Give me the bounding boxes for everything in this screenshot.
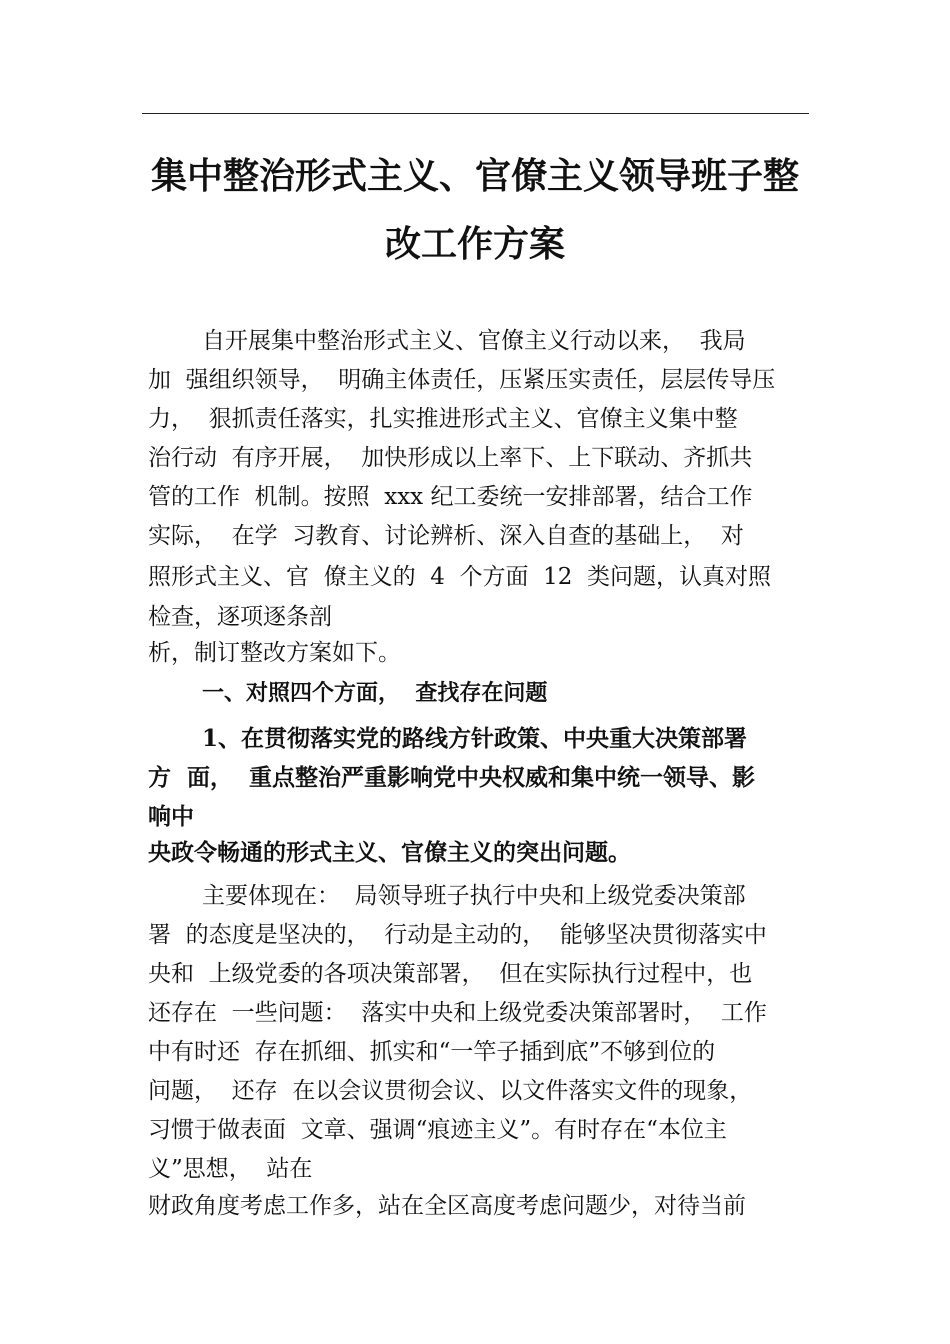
para1-line: 照形式主义、官 僚主义的 4 个方面 12 类问题，认真对照 xyxy=(148,564,772,590)
para2-line: 义”思想， 站在 xyxy=(148,1156,313,1182)
para1-line: 管的工作 机制。按照 xxx 纪工委统一安排部署，结合工作 xyxy=(148,484,753,510)
para1-line: 实际， 在学 习教育、讨论辨析、深入自查的基础上， 对 xyxy=(148,523,744,549)
para2-line: 问题， 还存 在以会议贯彻会议、以文件落实文件的现象， xyxy=(148,1078,753,1104)
para2-line: 还存在 一些问题： 落实中央和上级党委决策部署时， 工作 xyxy=(148,1000,767,1026)
document-title-line-2: 改工作方案 xyxy=(384,224,565,265)
para1-line: 自开展集中整治形式主义、官僚主义行动以来， 我局 xyxy=(202,328,746,354)
para2-line: 财政角度考虑工作多，站在全区高度考虑问题少，对待当前 xyxy=(148,1193,746,1219)
section-heading: 一、对照四个方面， 查找存在问题 xyxy=(202,681,548,706)
para1-line: 力， 狠抓责任落实，扎实推进形式主义、官僚主义集中整 xyxy=(148,406,738,432)
header-rule xyxy=(142,113,809,114)
para2-line: 央和 上级党委的各项决策部署， 但在实际执行过程中，也 xyxy=(148,961,753,987)
item1-line: 央政令畅通的形式主义、官僚主义的突出问题。 xyxy=(148,839,631,866)
para2-line: 署 的态度是坚决的， 行动是主动的， 能够坚决贯彻落实中 xyxy=(148,922,767,948)
para1-line: 析，制订整改方案如下。 xyxy=(148,640,401,666)
document-title-line-1: 集中整治形式主义、官僚主义领导班子整 xyxy=(150,156,799,197)
item1-line: 1、在贯彻落实党的路线方针政策、中央重大决策部署 xyxy=(202,725,748,752)
para1-line: 检查，逐项逐条剖 xyxy=(148,604,332,630)
para2-line: 主要体现在： 局领导班子执行中央和上级党委决策部 xyxy=(202,883,746,909)
para2-line: 习惯于做表面 文章、强调“痕迹主义”。有时存在“本位主 xyxy=(148,1117,727,1143)
para1-line: 加 强组织领导， 明确主体责任，压紧压实责任，层层传导压 xyxy=(148,367,776,393)
item1-line: 响中 xyxy=(148,803,194,830)
para1-line: 治行动 有序开展， 加快形成以上率下、上下联动、齐抓共 xyxy=(148,445,753,471)
item1-line: 方 面， 重点整治严重影响党中央权威和集中统一领导、影 xyxy=(148,764,756,791)
para2-line: 中有时还 存在抓细、抓实和“一竿子插到底”不够到位的 xyxy=(148,1039,716,1065)
